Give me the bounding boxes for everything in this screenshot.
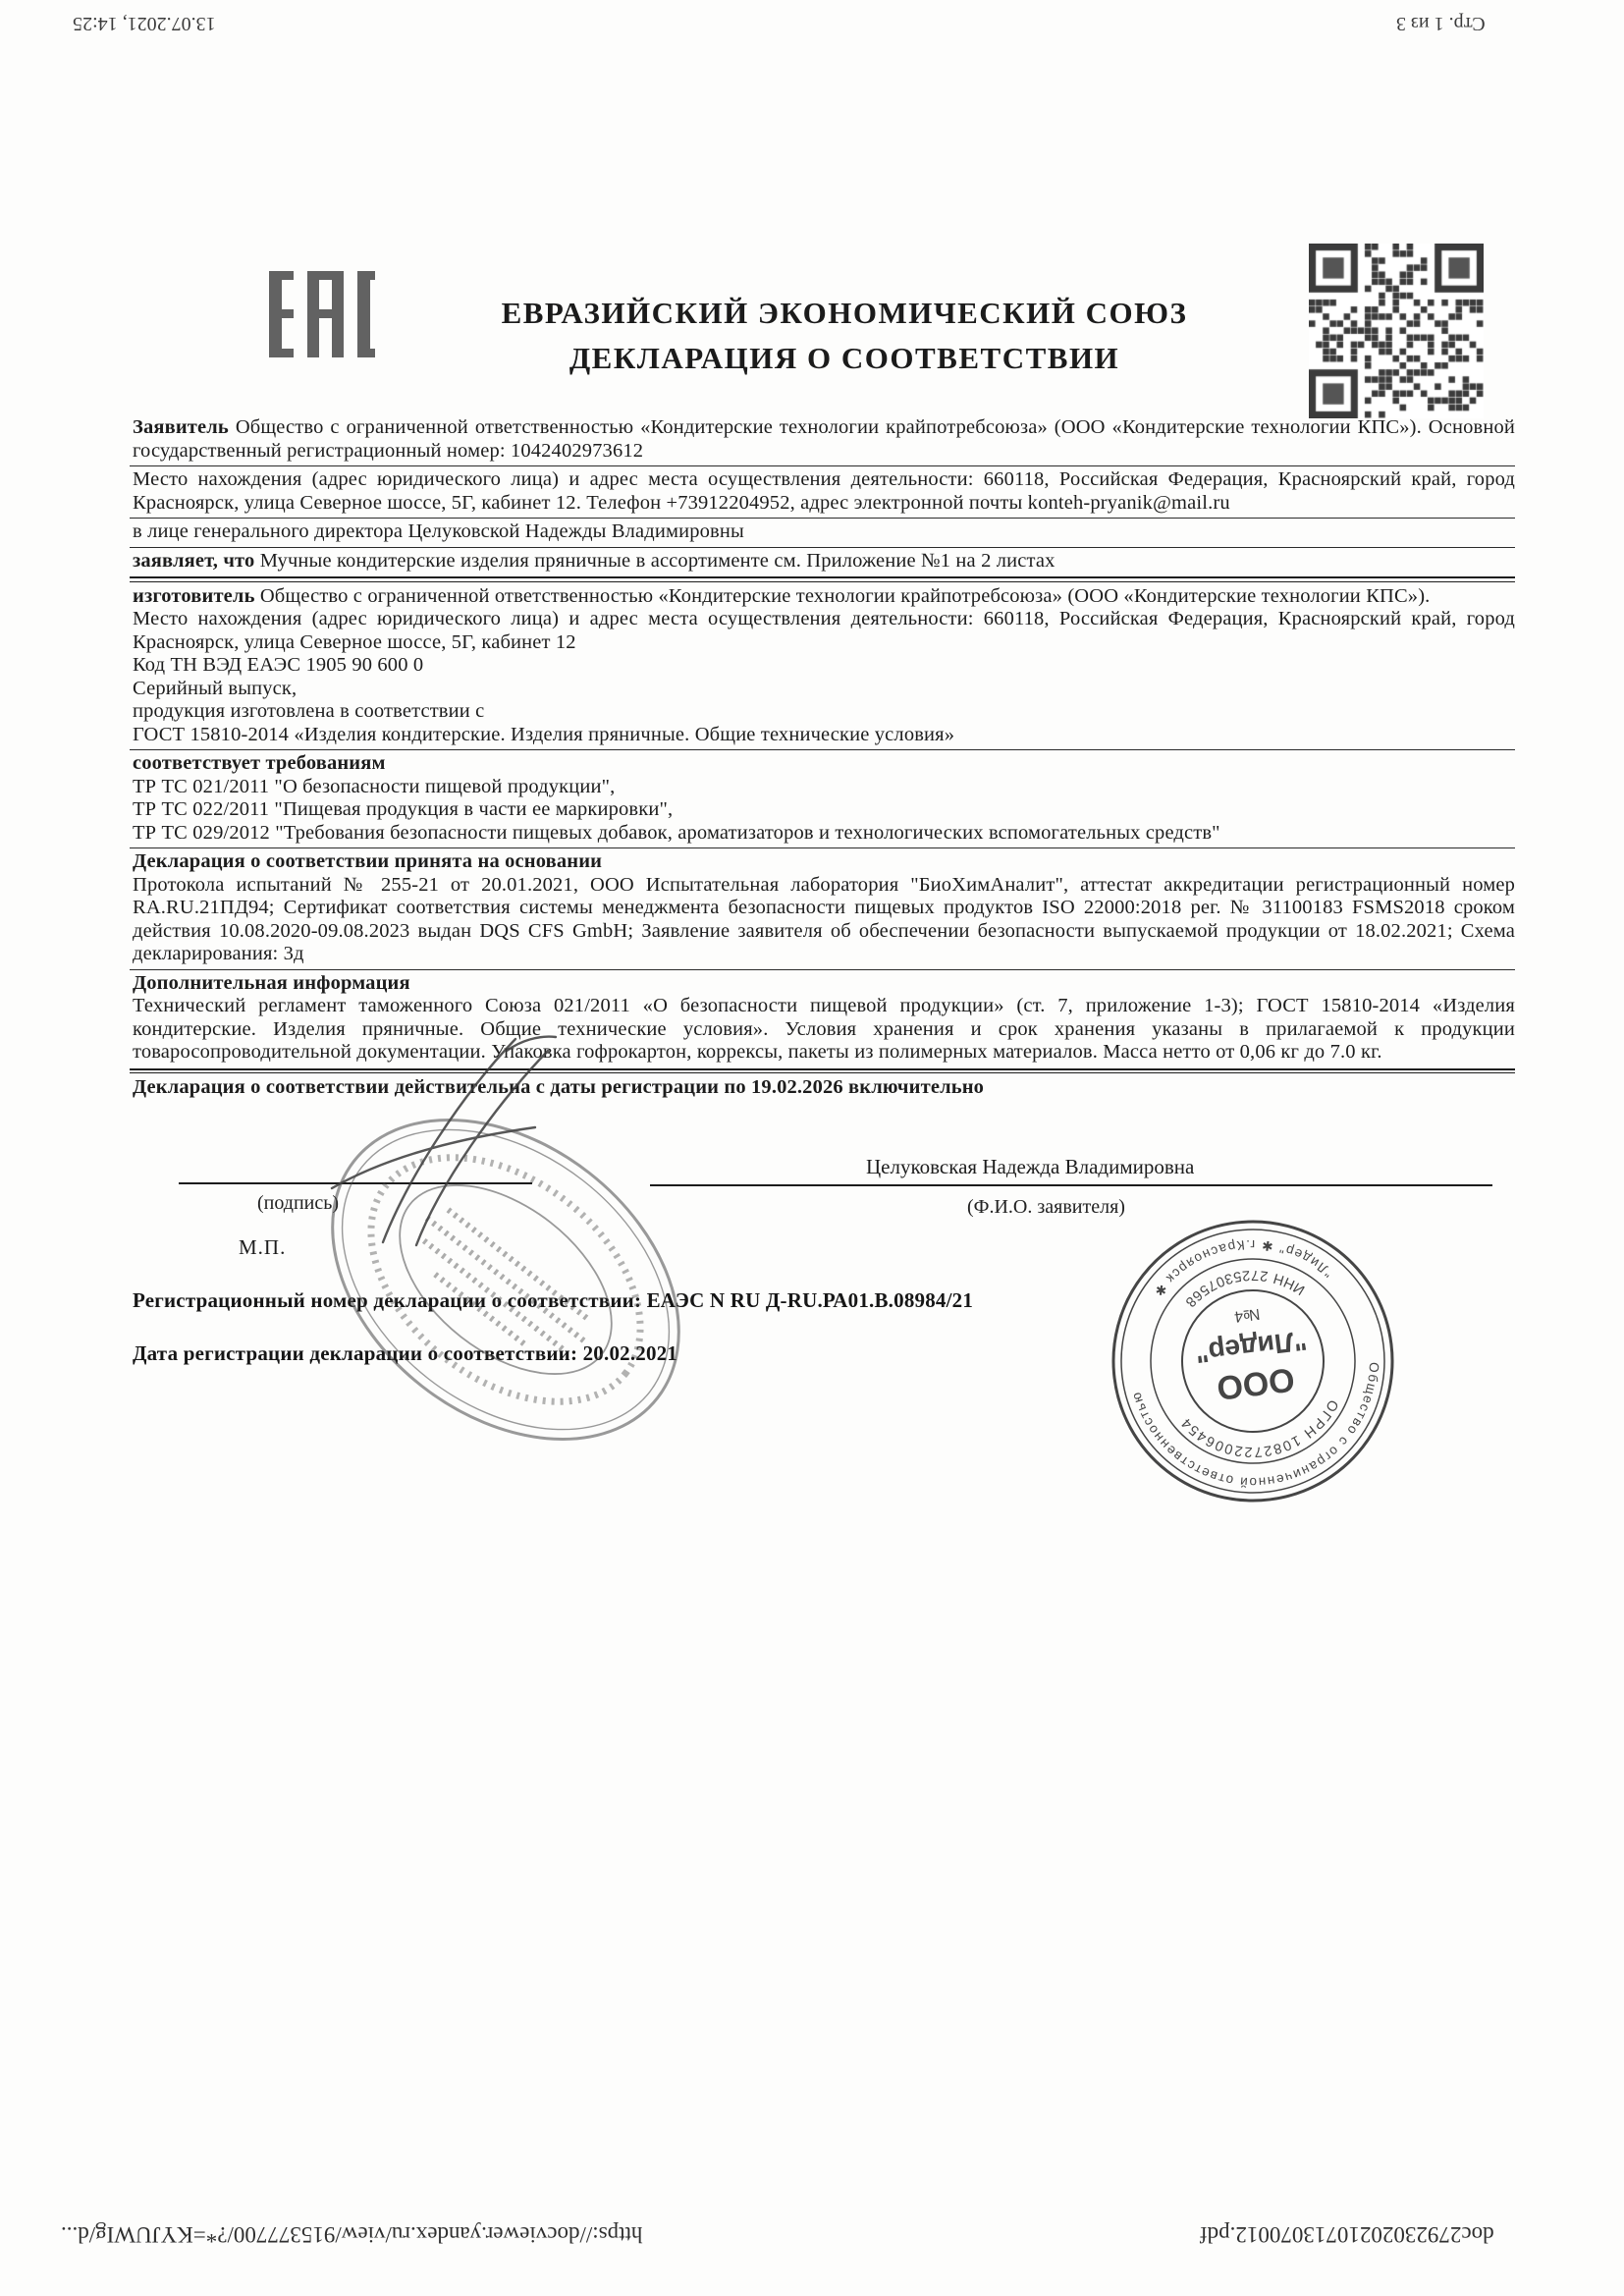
stamp-center-num: №4 bbox=[1233, 1304, 1262, 1325]
print-timestamp: 13.07.2021, 14:25 bbox=[73, 13, 216, 34]
paragraph: заявляет, что Мучные кондитерские изделия пряничные в ассортименте см. Приложение №1 на 2 листах bbox=[133, 549, 1056, 572]
svg-text:ОГРН 1082722006454 bbox=[1176, 1395, 1346, 1469]
paragraph: Дополнительная информация bbox=[133, 971, 410, 994]
paragraph: Место нахождения (адрес юридического лица) и адрес места осуществления деятельности: 660118, Российская Федерация, Красноярский край, город Красноярск, улица Северное шоссе, 5Г, кабинет 12. Телефон +73912204952, адрес электронной почты konteh-pryanik@mail.ru bbox=[133, 468, 1515, 514]
paragraph: ТР ТС 022/2011 "Пищевая продукция в части ее маркировки", bbox=[133, 798, 674, 820]
paragraph: Заявитель Общество с ограниченной ответственностью «Кондитерские технологии крайпотребсоюза» (ООО «Кондитерские технологии КПС»). Основной государственный регистрационный номер: 1042402973612 bbox=[133, 416, 1515, 462]
applicant-name: Целуковская Надежда Владимировна bbox=[866, 1155, 1195, 1178]
stamp-outer-bottom-text: "Лидер" ✱ г.Красноярск ✱ bbox=[1150, 1236, 1336, 1301]
paragraph: Декларация о соответствии действительна с даты регистрации по 19.02.2026 включительно bbox=[133, 1076, 985, 1098]
svg-text:Общество с ограниченной ответс bbox=[1128, 1360, 1395, 1504]
fio-line bbox=[650, 1184, 1492, 1186]
paragraph: в лице генерального директора Целуковской Надежды Владимировны bbox=[133, 520, 744, 542]
stamp-outer-top-text: Общество с ограниченной ответственностью bbox=[1128, 1361, 1382, 1491]
paragraph: соответствует требованиям bbox=[133, 752, 386, 774]
file-name: doc27923020210713070012.pdf bbox=[1200, 2222, 1494, 2247]
oval-ink-stamp bbox=[290, 1095, 722, 1468]
union-name: ЕВРАЗИЙСКИЙ ЭКОНОМИЧЕСКИЙ СОЮЗ bbox=[501, 296, 1188, 330]
section-divider bbox=[130, 576, 1515, 582]
paragraph: Технический регламент таможенного Союза 021/2011 «О безопасности пищевой продукции» (ст. 7, приложение 1-3); ГОСТ 15810-2014 «Изделия кондитерские. Изделия пряничные. Общие технические условия». Условия хранения и срок хранения указаны в прилагаемой к продукции товаросопроводительной документации. Упаковка гофрокартон, коррексы, пакеты из полимерных материалов. Масса нетто от 0,06 кг до 7.0 кг. bbox=[133, 995, 1515, 1063]
stamp-ogrn-text: ОГРН 1082722006454 bbox=[1177, 1396, 1341, 1460]
paragraph: ТР ТС 021/2011 "О безопасности пищевой продукции", bbox=[133, 775, 616, 797]
document-title bbox=[422, 291, 1267, 381]
stamp-center-ooo: ООО bbox=[1215, 1360, 1297, 1407]
stamp-center-lider: "Лидер" bbox=[1193, 1325, 1309, 1369]
svg-text:ИНН 2725307568 bbox=[1178, 1260, 1310, 1312]
section-divider bbox=[130, 518, 1515, 519]
document-paragraphs bbox=[133, 416, 1515, 1100]
paragraph: Серийный выпуск, bbox=[133, 677, 298, 699]
round-ink-stamp-lider bbox=[1091, 1199, 1415, 1523]
paragraph: продукция изготовлена в соответствии с bbox=[133, 700, 485, 722]
paragraph: ТР ТС 029/2012 "Требования безопасности пищевых добавок, ароматизаторов и технологических вспомогательных средств" bbox=[133, 821, 1220, 844]
stamp-place-label: М.П. bbox=[239, 1235, 287, 1259]
section-divider bbox=[130, 547, 1515, 548]
section-divider bbox=[130, 465, 1515, 466]
fio-caption: (Ф.И.О. заявителя) bbox=[967, 1196, 1125, 1218]
source-url: https://docviewer.yandex.ru/view/915377700/?*=KYJUWIg/d... bbox=[61, 2222, 643, 2247]
svg-text:"Лидер" ✱ г.Красноярск ✱ bbox=[1145, 1227, 1336, 1301]
paragraph: изготовитель Общество с ограниченной ответственностью «Кондитерские технологии крайпотребсоюза» (ООО «Кондитерские технологии КПС»). bbox=[133, 584, 1431, 607]
registration-number-line: Регистрационный номер декларации о соответствии: ЕАЭС N RU Д-RU.РА01.В.08984/21 bbox=[133, 1288, 974, 1312]
declaration-title: ДЕКЛАРАЦИЯ О СООТВЕТСТВИИ bbox=[568, 341, 1120, 375]
signature-line bbox=[179, 1182, 532, 1184]
paragraph: Декларация о соответствии принята на основании bbox=[133, 850, 603, 872]
paragraph: Место нахождения (адрес юридического лица) и адрес места осуществления деятельности: 660118, Российская Федерация, Красноярский край, город Красноярск, улица Северное шоссе, 5Г, кабинет 12 bbox=[133, 608, 1515, 653]
paragraph: Код ТН ВЭД ЕАЭС 1905 90 600 0 bbox=[133, 654, 424, 676]
eac-mark-icon bbox=[267, 267, 377, 366]
registration-date-line: Дата регистрации декларации о соответствии: 20.02.2021 bbox=[133, 1341, 678, 1365]
page-number: Стр. 1 из 3 bbox=[1396, 13, 1486, 34]
qr-code bbox=[1309, 244, 1484, 418]
paragraph: ГОСТ 15810-2014 «Изделия кондитерские. Изделия пряничные. Общие технические условия» bbox=[133, 723, 955, 745]
section-divider bbox=[130, 969, 1515, 970]
stamp-inn-text: ИНН 2725307568 bbox=[1180, 1266, 1309, 1311]
section-divider bbox=[130, 847, 1515, 848]
section-divider bbox=[130, 1068, 1515, 1074]
section-divider bbox=[130, 749, 1515, 750]
paragraph: Протокола испытаний № 255-21 от 20.01.2021, ООО Испытательная лаборатория "БиоХимАналит", аттестат аккредитации регистрационный номер RA.RU.21ПД94; Сертификат соответствия системы менеджмента безопасности пищевых продуктов ISO 22000:2018 рег. № 31100183 FSMS2018 сроком действия 10.08.2020-09.08.2023 выдан DQS CFS GmbH; Заявление заявителя об обеспечении безопасности выпускаемой продукции от 18.02.2021; Схема декларирования: 3д bbox=[133, 873, 1515, 964]
signature-caption: (подпись) bbox=[257, 1192, 340, 1214]
